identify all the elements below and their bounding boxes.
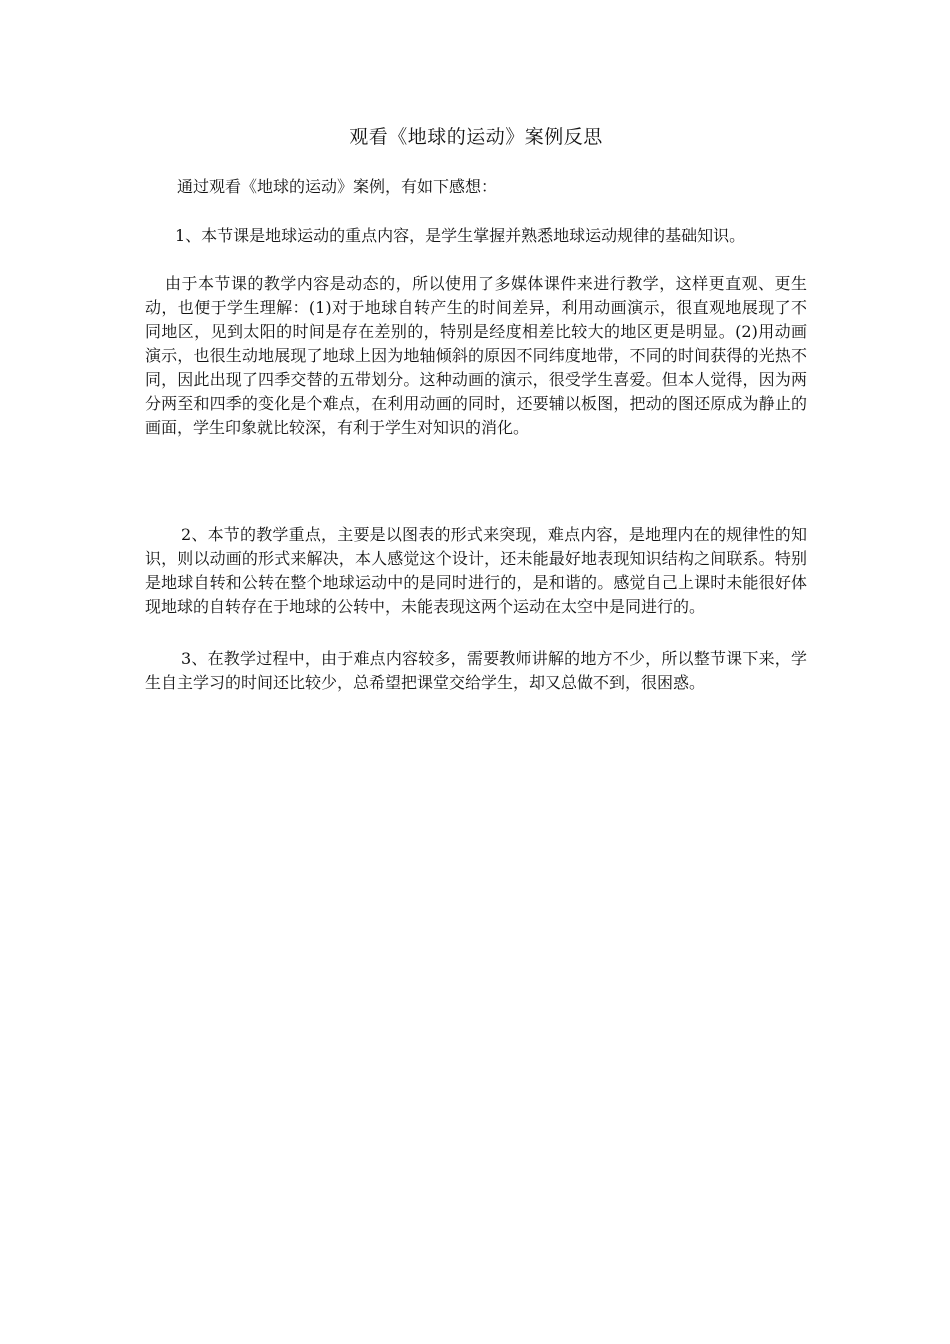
point-3-paragraph: 3、在教学过程中，由于难点内容较多，需要教师讲解的地方不少，所以整节课下来，学生自主学习的时间还比较少，总希望把课堂交给学生，却又总做不到，很困惑。 <box>145 649 807 692</box>
point-2-paragraph: 2、本节的教学重点，主要是以图表的形式来突现，难点内容，是地理内在的规律性的知识，则以动画的形式来解决，本人感觉这个设计，还未能最好地表现知识结构之间联系。特别是地球自转和公转在整个地球运动中的是同时进行的，是和谐的。感觉自己上课时未能很好体现地球的自转存在于地球的公转中，未能表现这两个运动在太空中是同进行的。 <box>145 525 807 616</box>
point-1-paragraph: 1、本节课是地球运动的重点内容，是学生掌握并熟悉地球运动规律的基础知识。 <box>175 226 746 245</box>
document-title: 观看《地球的运动》案例反思 <box>349 126 603 148</box>
intro-paragraph: 通过观看《地球的运动》案例，有如下感想： <box>177 177 498 196</box>
point-1-detail-paragraph: 由于本节课的教学内容是动态的，所以使用了多媒体课件来进行教学，这样更直观、更生动，也便于学生理解：(1)对于地球自转产生的时间差异，利用动画演示，很直观地展现了不同地区，见到太阳的时间是存在差别的，特别是经度相差比较大的地区更是明显。(2)用动画演示，也很生动地展现了地球上因为地轴倾斜的原因不同纬度地带，不同的时间获得的光热不同，因此出现了四季交替的五带划分。这种动画的演示，很受学生喜爱。但本人觉得，因为两分两至和四季的变化是个难点，在利用动画的同时，还要辅以板图，把动的图还原成为静止的画面，学生印象就比较深，有利于学生对知识的消化。 <box>145 274 807 437</box>
